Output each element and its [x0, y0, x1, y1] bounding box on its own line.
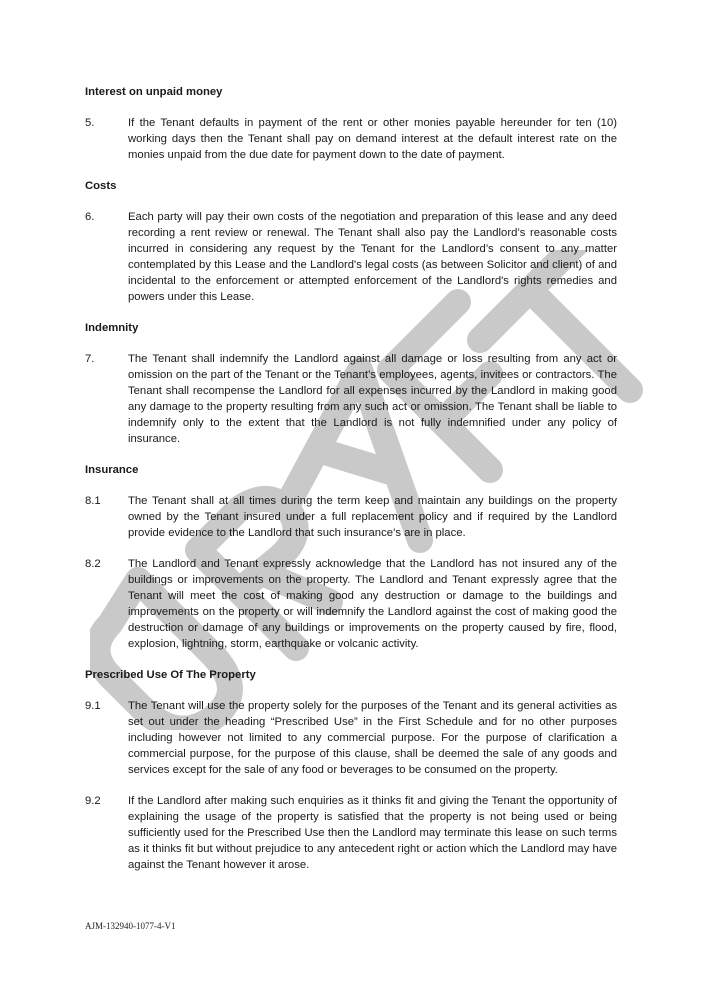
clause-text: The Tenant shall indemnify the Landlord against all damage or loss resulting from any act or omission on the part of the Tenant or the Tenant’s employees, agents, invitees or contractors. The Tenant shall recompense the Landlord for all expenses incurred by the Landlord in making good any damage to the property resulting from any such act or omission. The Tenant shall be liable to indemnify only to the extent that the Landlord is not fully indemnified under any policy of insurance.	[128, 353, 617, 445]
clause-text: If the Tenant defaults in payment of the rent or other monies payable hereunder for ten (10) working days then the Tenant shall pay on demand interest at the default interest rate on the monies unpaid from the due date for payment down to the date of payment.	[128, 117, 617, 161]
clause-number: 7.	[85, 353, 95, 365]
clause-5	[85, 115, 617, 163]
clause-number: 5.	[85, 117, 95, 129]
clause-number: 8.2	[85, 558, 101, 570]
clause-number: 8.1	[85, 495, 101, 507]
section-heading-insurance: Insurance	[85, 464, 139, 476]
clause-7	[85, 351, 617, 447]
lease-clauses	[85, 84, 617, 888]
clause-text: The Landlord and Tenant expressly acknowledge that the Landlord has not insured any of the buildings or improvements on the property. The Landlord and Tenant expressly agree that the Tenant will meet the cost of making good any destruction or damage to the buildings and improvements on the property or will indemnify the Landlord against the cost of making good the destruction or damage of any buildings or improvements on the property caused by fire, flood, explosion, lightning, storm, earthquake or volcanic activity.	[128, 558, 617, 650]
clause-text: Each party will pay their own costs of the negotiation and preparation of this lease and any deed recording a rent review or renewal. The Tenant shall also pay the Landlord’s reasonable costs incurred in considering any request by the Tenant for the Landlord’s consent to any matter contemplated by this Lease and the Landlord's legal costs (as between Solicitor and client) of and incidental to the enforcement or attempted enforcement of the Landlord's rights remedies and powers under this Lease.	[128, 211, 617, 303]
section-heading-indemnity: Indemnity	[85, 322, 139, 334]
section-heading-prescribed-use: Prescribed Use Of The Property	[85, 669, 256, 681]
clause-6	[85, 209, 617, 305]
clause-9-2	[85, 793, 617, 873]
clause-number: 9.2	[85, 795, 101, 807]
document-reference: AJM-132940-1077-4-V1	[85, 921, 176, 931]
section-heading-interest: Interest on unpaid money	[85, 86, 223, 98]
clause-9-1	[85, 698, 617, 778]
clause-number: 6.	[85, 211, 95, 223]
section-heading-costs: Costs	[85, 180, 117, 192]
clause-text: The Tenant shall at all times during the term keep and maintain any buildings on the property owned by the Tenant insured under a full replacement policy and if required by the Landlord provide evidence to the Landlord that such insurance’s are in place.	[128, 495, 617, 539]
clause-text: If the Landlord after making such enquiries as it thinks fit and giving the Tenant the opportunity of explaining the usage of the property is satisfied that the property is not being used or being sufficiently used for the Prescribed Use then the Landlord may terminate this lease on such terms as it thinks fit but without prejudice to any antecedent right or action which the Landlord may have against the Tenant however it arose.	[128, 795, 617, 871]
clause-text: The Tenant will use the property solely for the purposes of the Tenant and its general activities as set out under the heading “Prescribed Use” in the First Schedule and for no other purposes including however not limited to any commercial purpose. For the purpose of clarification a commercial purpose, for the purpose of this clause, shall be deemed the sale of any goods and services except for the sale of any food or beverages to be consumed on the property.	[128, 700, 617, 776]
clause-number: 9.1	[85, 700, 101, 712]
clause-8-1	[85, 493, 617, 541]
clause-8-2	[85, 556, 617, 652]
